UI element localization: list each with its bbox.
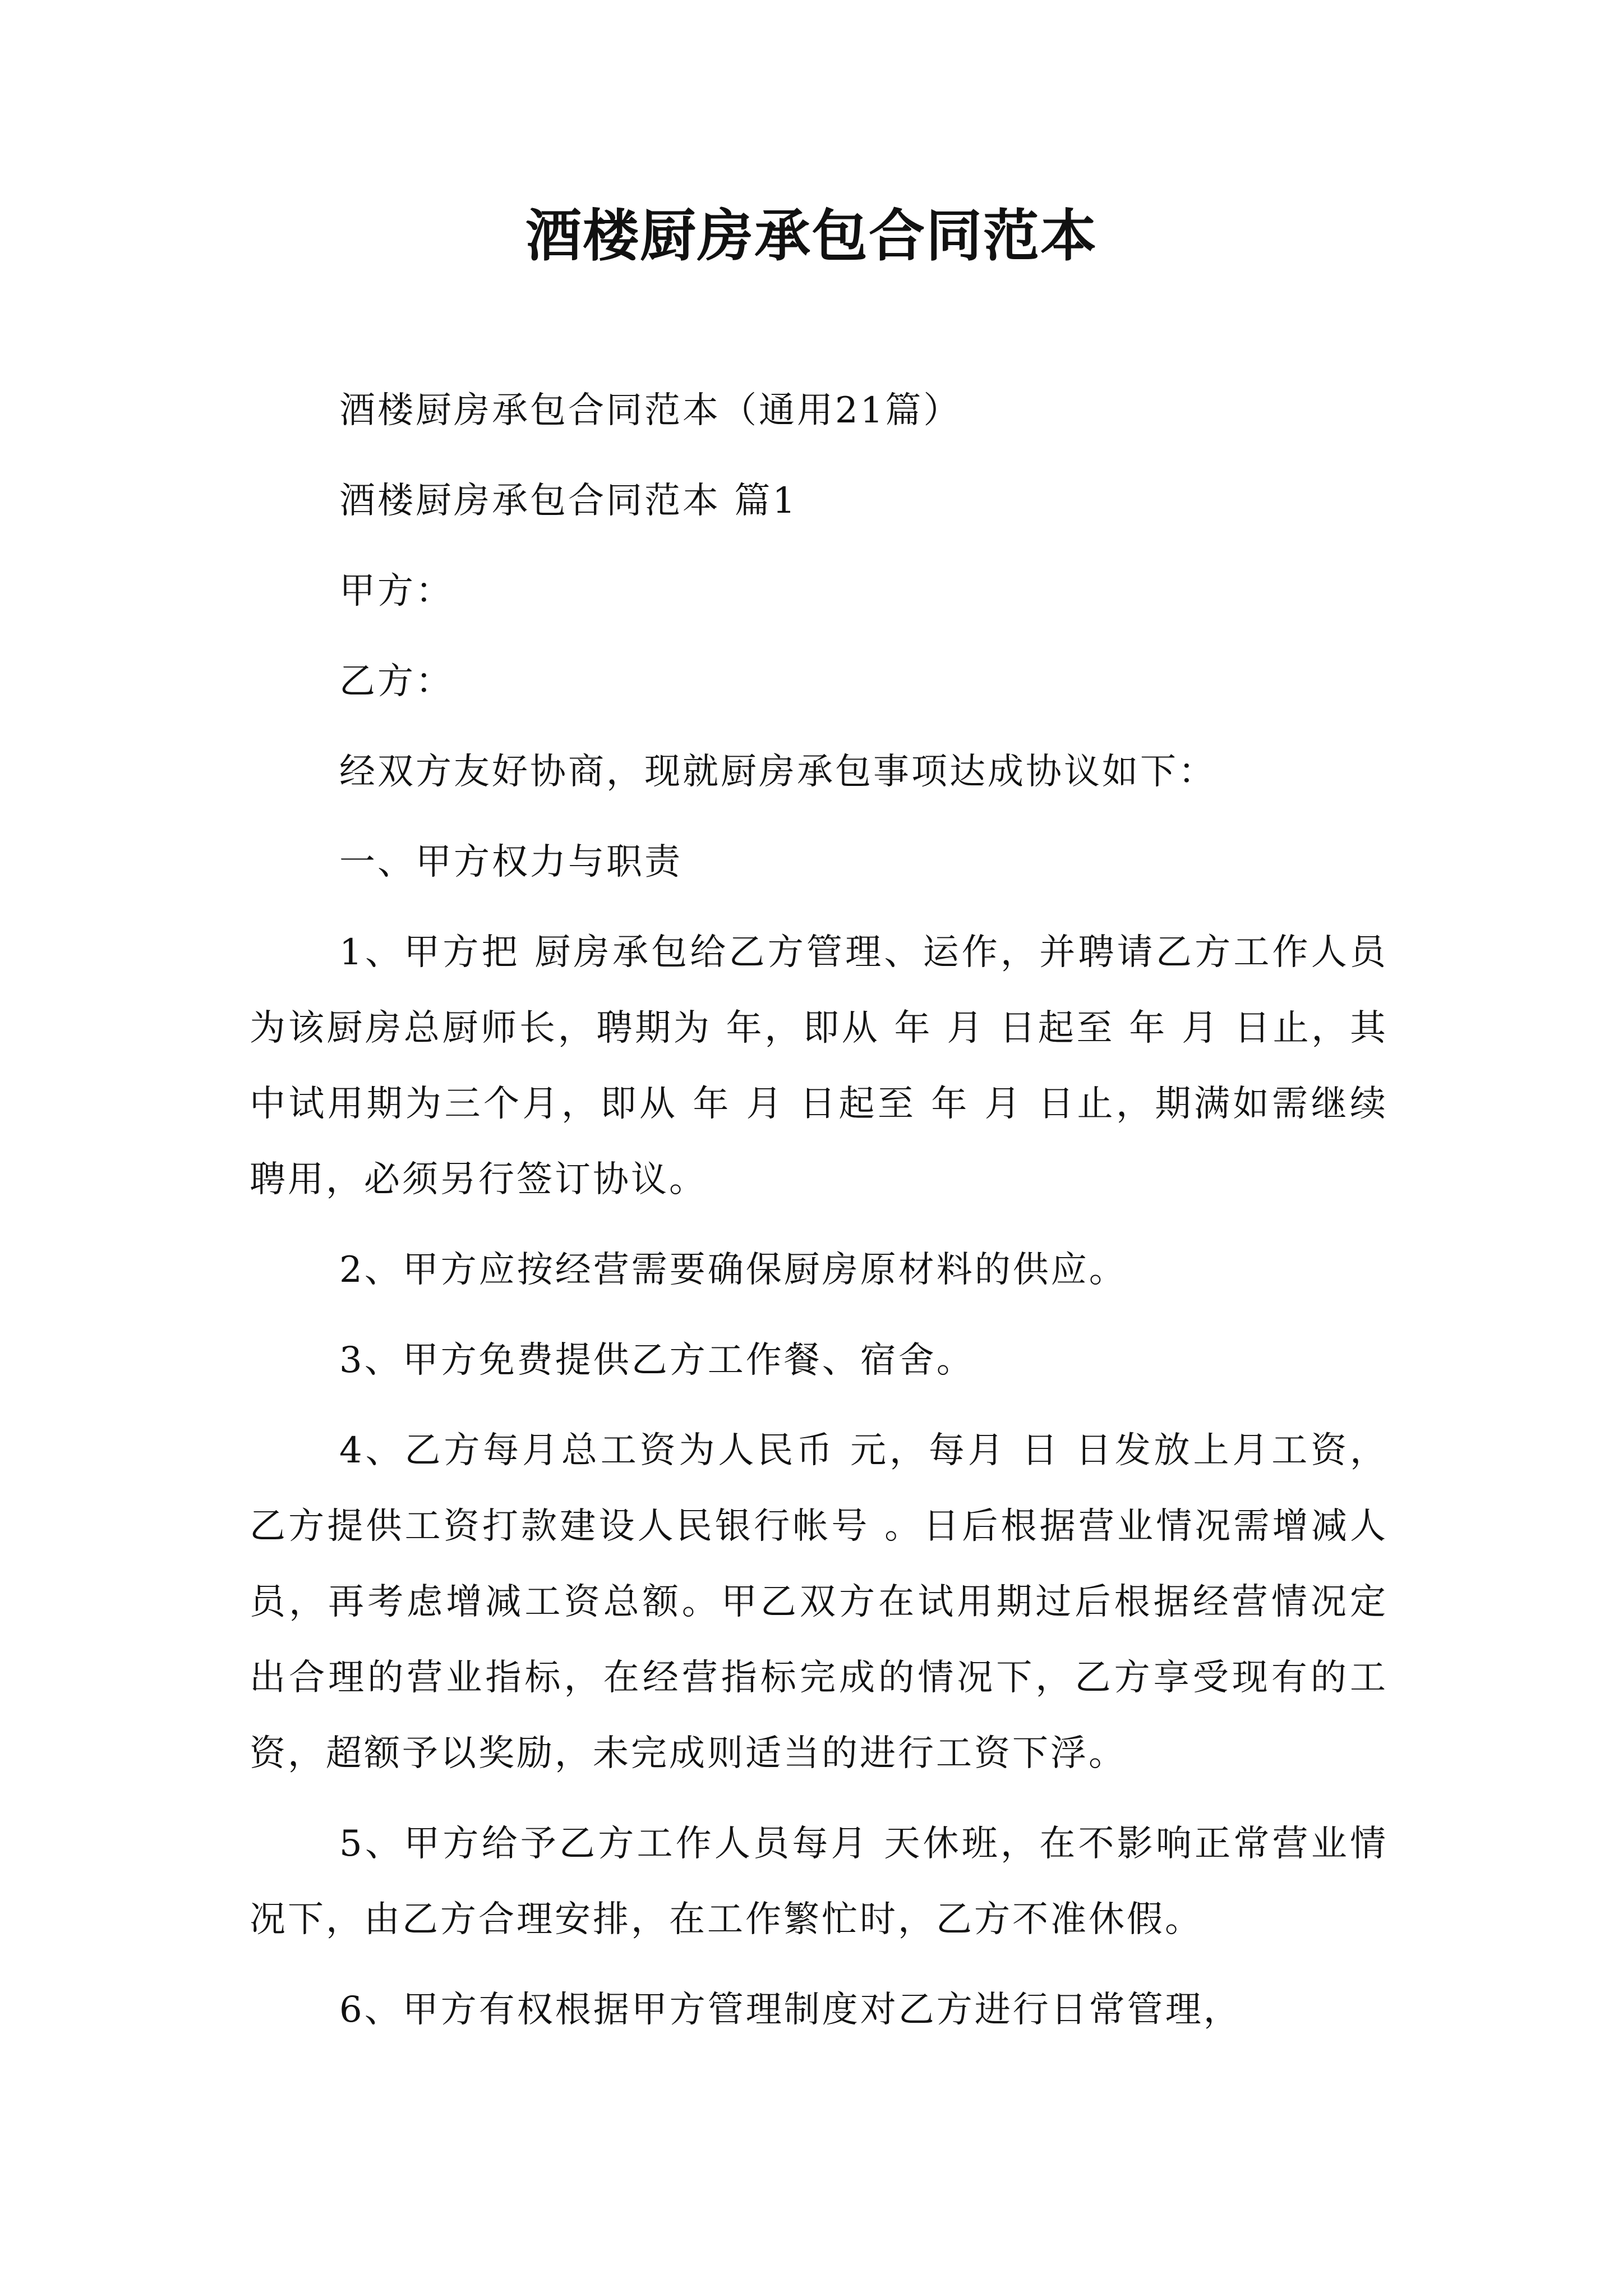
paragraph-subtitle: 酒楼厨房承包合同范本（通用21篇）: [339, 390, 962, 431]
paragraph-clause-3: 3、甲方免费提供乙方工作餐、宿舍。: [339, 1340, 975, 1381]
paragraph-clause-heading: 一、甲方权力与职责: [339, 841, 683, 883]
paragraph-party-b: 乙方：: [339, 661, 454, 702]
document-body: [250, 373, 1388, 2063]
paragraph-party-a: 甲方：: [339, 570, 454, 612]
paragraph-clause-5: 5、甲方给予乙方工作人员每月 天休班，在不影响正常营业情况下，由乙方合理安排，在工作繁忙时，乙方不准休假。: [250, 1823, 1388, 1940]
paragraph-section-heading: 酒楼厨房承包合同范本 篇1: [339, 480, 798, 522]
paragraph-clause-2: 2、甲方应按经营需要确保厨房原材料的供应。: [339, 1249, 1127, 1291]
paragraph-clause-4: 4、乙方每月总工资为人民币 元，每月 日 日发放上月工资，乙方提供工资打款建设人民银行帐号 。日后根据营业情况需增减人员，再考虑增减工资总额。甲乙双方在试用期过后根据经营情况定出合理的营业指标，在经营指标完成的情况下，乙方享受现有的工资，超额予以奖励，未完成则适当的进行工资下浮。: [250, 1430, 1388, 1774]
paragraph-clause-6: 6、甲方有权根据甲方管理制度对乙方进行日常管理，: [339, 1989, 1242, 2031]
document-title: 酒楼厨房承包合同范本: [525, 203, 1098, 269]
paragraph-preamble: 经双方友好协商，现就厨房承包事项达成协议如下：: [339, 751, 1216, 793]
paragraph-clause-1: 1、甲方把 厨房承包给乙方管理、运作，并聘请乙方工作人员为该厨房总厨师长，聘期为 年，即从 年 月 日起至 年 月 日止，其中试用期为三个月，即从 年 月 日起至 年 月 日止，期满如需继续聘用，必须另行签订协议。: [250, 932, 1388, 1200]
